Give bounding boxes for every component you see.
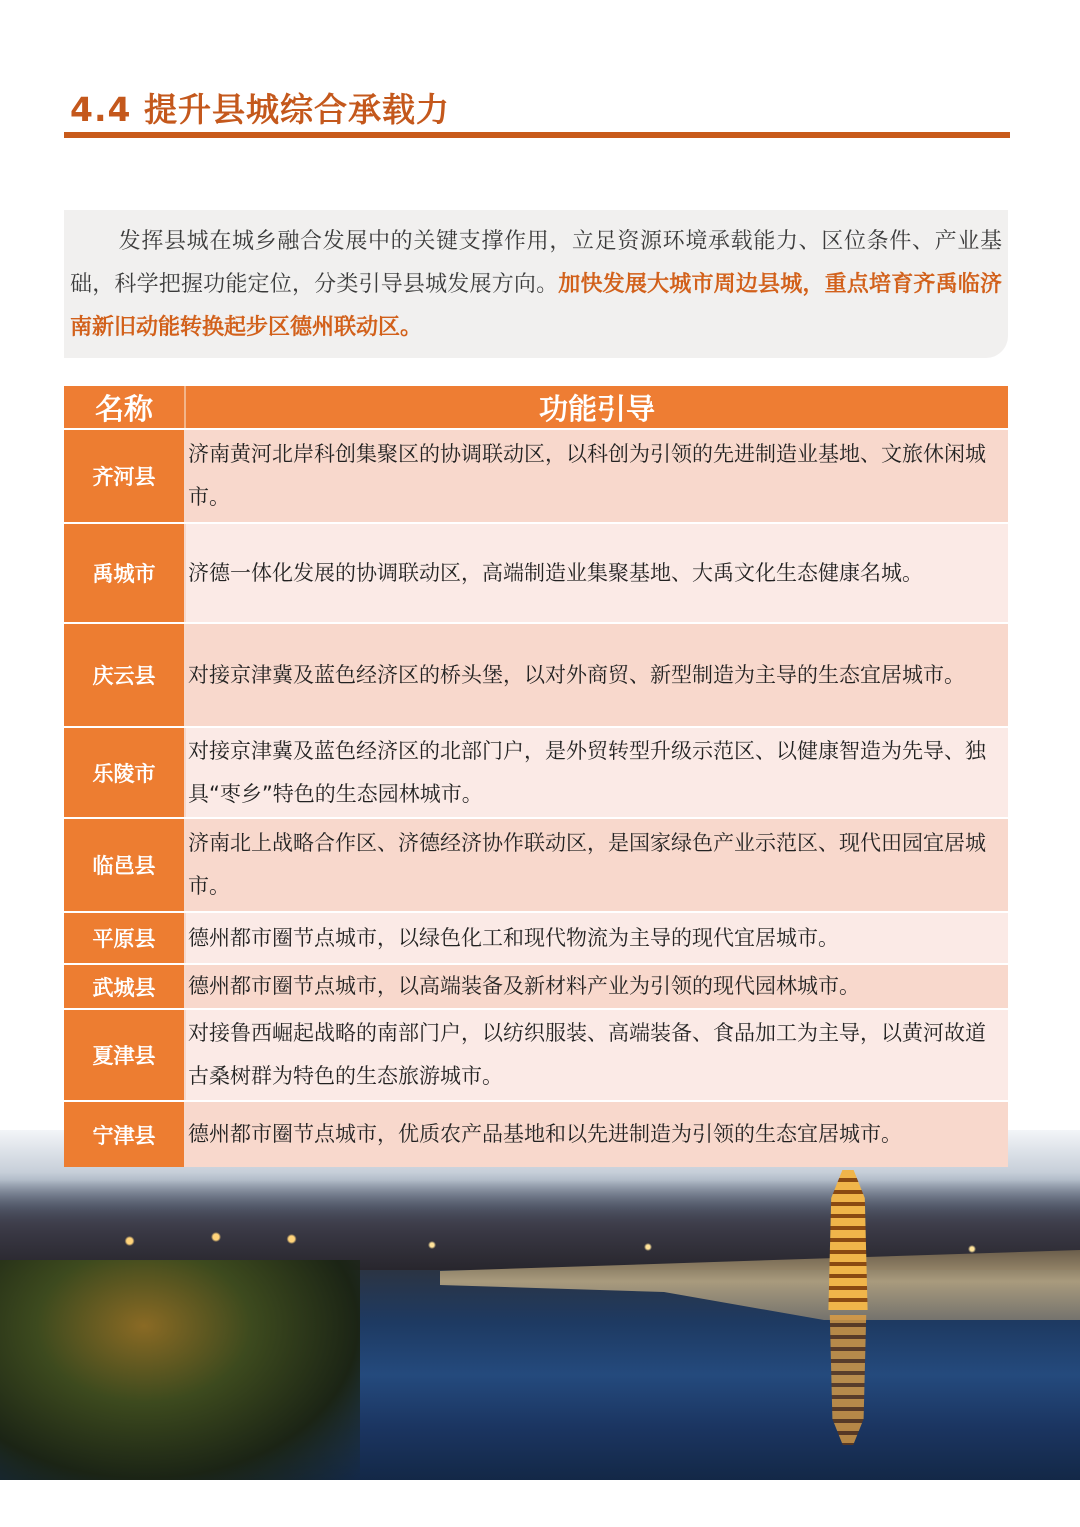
county-name: 齐河县: [64, 430, 186, 522]
table-row: [64, 963, 1008, 1008]
riverbank-trees: [0, 1260, 360, 1480]
intro-text: 发挥县城在城乡融合发展中的关键支撑作用，立足资源环境承载能力、区位条件、产业基础，科学把握功能定位，分类引导县城发展方向。: [70, 229, 1002, 297]
city-skyline: [0, 1180, 1080, 1270]
county-desc: 德州都市圈节点城市，优质农产品基地和以先进制造为引领的生态宜居城市。: [186, 1102, 1008, 1167]
title-divider: [64, 132, 1010, 138]
table-row: [64, 428, 1008, 522]
county-name: 宁津县: [64, 1102, 186, 1167]
pagoda: [820, 1170, 876, 1310]
table-row: [64, 1100, 1008, 1167]
header-function: 功能引导: [538, 391, 655, 426]
table-header: [64, 386, 1008, 428]
intro-paragraph: [64, 210, 1008, 358]
table-row: [64, 726, 1008, 817]
header-name: 名称: [64, 386, 186, 428]
county-desc: 济南黄河北岸科创集聚区的协调联动区，以科创为引领的先进制造业基地、文旅休闲城市。: [186, 430, 1008, 522]
pagoda-reflection: [822, 1315, 874, 1445]
county-desc: 对接京津冀及蓝色经济区的桥头堡，以对外商贸、新型制造为主导的生态宜居城市。: [186, 624, 1008, 726]
table-row: [64, 1008, 1008, 1100]
table-row: [64, 817, 1008, 911]
county-desc: 对接京津冀及蓝色经济区的北部门户，是外贸转型升级示范区、以健康智造为先导、独具“枣乡”特色的生态园林城市。: [186, 728, 1008, 817]
county-desc: 德州都市圈节点城市，以绿色化工和现代物流为主导的现代宜居城市。: [186, 913, 1008, 963]
county-name: 夏津县: [64, 1010, 186, 1100]
county-name: 临邑县: [64, 819, 186, 911]
table-row: [64, 622, 1008, 726]
intro-highlight: 加快发展大城市周边县城，重点培育齐禹临济南新旧动能转换起步区德州联动区。: [70, 272, 1002, 340]
county-desc: 德州都市圈节点城市，以高端装备及新材料产业为引领的现代园林城市。: [186, 965, 1008, 1008]
county-desc: 济德一体化发展的协调联动区，高端制造业集聚基地、大禹文化生态健康名城。: [186, 524, 1008, 622]
county-name: 武城县: [64, 965, 186, 1008]
section-title: 4.4 提升县城综合承载力: [70, 90, 450, 129]
table-row: [64, 911, 1008, 963]
county-desc: 济南北上战略合作区、济德经济协作联动区，是国家绿色产业示范区、现代田园宜居城市。: [186, 819, 1008, 911]
county-name: 庆云县: [64, 624, 186, 726]
waterfront-plaza: [440, 1250, 1080, 1320]
lakeside-pagoda-photo: [0, 1130, 1080, 1480]
county-name: 乐陵市: [64, 728, 186, 817]
county-name: 禹城市: [64, 524, 186, 622]
county-desc: 对接鲁西崛起战略的南部门户，以纺织服装、高端装备、食品加工为主导，以黄河故道古桑树群为特色的生态旅游城市。: [186, 1010, 1008, 1100]
street-lights: [0, 1225, 1080, 1265]
table-row: [64, 522, 1008, 622]
county-name: 平原县: [64, 913, 186, 963]
county-function-table: [64, 386, 1008, 1167]
